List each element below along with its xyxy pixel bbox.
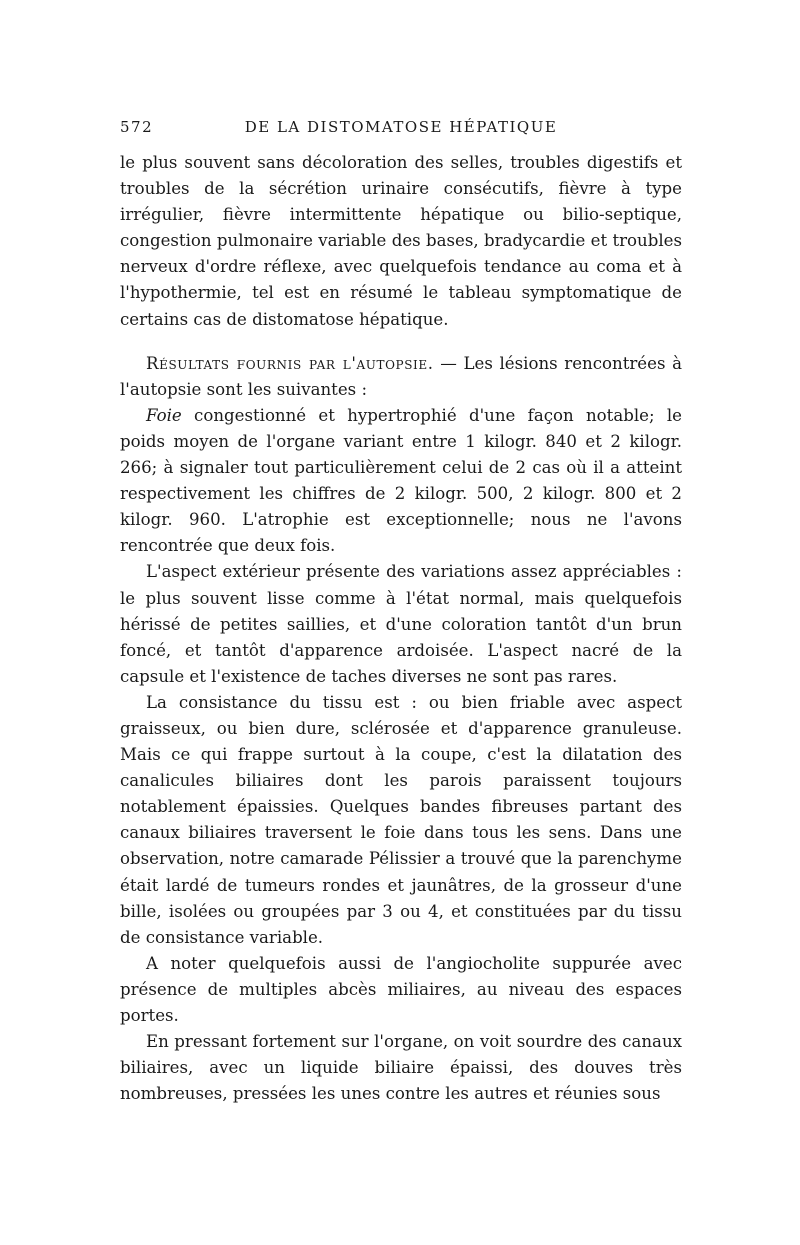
running-title: DE LA DISTOMATOSE HÉPATIQUE [244, 118, 558, 136]
paragraph-liver [120, 403, 682, 560]
section-heading-autopsy: Résultats fournis par l'autopsie. [146, 353, 434, 373]
liver-text: congestionné et hypertrophié d'une façon notable; le poids moyen de l'organe variant entre 1 kilogr. 840 et 2 kilogr. 266; à signaler tout particulièrement celui de 2 cas où il a atteint respectivement les chiffres de 2 kilogr. 500, 2 kilogr. 800 et 2 kilogr. 960. L'atrophie est exceptionnelle; nous ne l'avons rencontrée que deux fois. [120, 405, 682, 556]
paragraph-autopsy-intro [120, 351, 682, 403]
paragraph-external-aspect: L'aspect extérieur présente des variations assez appréciables : le plus souvent lisse comme à l'état normal, mais quelquefois hérissé de petites saillies, et d'une coloration tantôt d'un brun foncé, et tantôt d'apparence ardoisée. L'aspect nacré de la capsule et l'existence de taches diverses ne sont pas rares. [120, 562, 682, 686]
liver-lead-word: Foie [146, 405, 182, 425]
body-text [120, 150, 682, 1107]
paragraph-consistency: La consistance du tissu est : ou bien friable avec aspect graisseux, ou bien dure, sclérosée et d'apparence granuleuse. Mais ce qui frappe surtout à la coupe, c'est la dilatation des canalicules biliaires dont les parois paraissent toujours notablement épaissies. Quelques bandes fibreuses partant des canaux biliaires traversent le foie dans tous les sens. Dans une observation, notre camarade Pélissier a trouvé que la parenchyme était lardé de tumeurs rondes et jaunâtres, de la grosseur d'une bille, isolées ou groupées par 3 ou 4, et constituées par du tissu de consistance variable. [120, 692, 682, 947]
paragraph-angiocholitis: A noter quelquefois aussi de l'angiocholite suppurée avec présence de multiples abcès miliaires, au niveau des espaces portes. [120, 953, 682, 1025]
autopsy-intro-text: — Les lésions rencontrées à l'autopsie sont les suivantes : [120, 353, 683, 399]
page-number: 572 [120, 118, 154, 136]
book-page [120, 118, 682, 1107]
paragraph-pressing-organ: En pressant fortement sur l'organe, on voit sourdre des canaux biliaires, avec un liquide biliaire épaissi, des douves très nombreuses, pressées les unes contre les autres et réunies sous [120, 1032, 682, 1104]
paragraph-symptoms-summary: le plus souvent sans décoloration des selles, troubles digestifs et troubles de la sécrétion urinaire consécutifs, fièvre à type irrégulier, fièvre intermittente hépatique ou bilio-septique, congestion pulmonaire variable des bases, bradycardie et troubles nerveux d'ordre réflexe, avec quelquefois tendance au coma et à l'hypothermie, tel est en résumé le tableau symptomatique de certains cas de distomatose hépatique. [120, 153, 682, 329]
running-head [120, 118, 682, 144]
